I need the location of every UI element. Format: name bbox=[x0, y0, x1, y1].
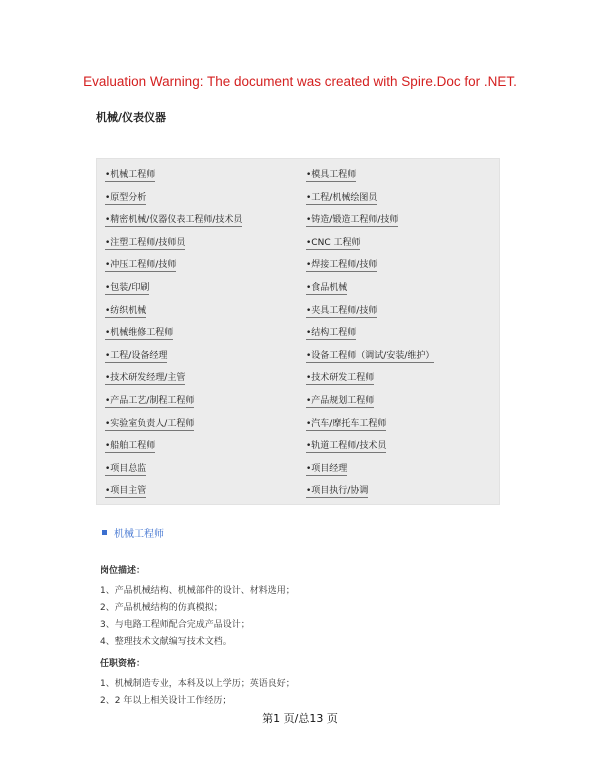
job-link-item[interactable]: •工程/机械绘图员 bbox=[306, 192, 378, 203]
job-column-left bbox=[105, 167, 242, 506]
job-link-item[interactable]: •轨道工程师/技术员 bbox=[306, 441, 387, 452]
job-link-item[interactable]: •项目总监 bbox=[105, 463, 147, 474]
qualifications-block bbox=[100, 656, 295, 710]
qualification-item: 2、2 年以上相关设计工作经历； bbox=[100, 696, 232, 706]
job-link-item[interactable]: •模具工程师 bbox=[306, 170, 357, 180]
job-link-item[interactable]: •产品工艺/制程工程师 bbox=[105, 395, 195, 406]
evaluation-warning: Evaluation Warning: The document was created with Spire.Doc for .NET. bbox=[83, 74, 517, 89]
job-link-item[interactable]: •船舶工程师 bbox=[105, 441, 156, 452]
qualifications-label: 任职资格： bbox=[100, 659, 146, 669]
job-link-item[interactable]: •技术研发经理/主管 bbox=[105, 373, 186, 384]
job-link-item[interactable]: •机械工程师 bbox=[105, 170, 156, 180]
page-footer: 第1 页/总13 页 bbox=[262, 712, 338, 725]
job-link-item[interactable]: •产品规划工程师 bbox=[306, 395, 375, 406]
job-link-item[interactable]: •食品机械 bbox=[306, 282, 348, 293]
job-link-item[interactable]: •包装/印刷 bbox=[105, 282, 150, 293]
job-link-item[interactable]: •焊接工程师/技师 bbox=[306, 260, 378, 271]
job-link-item[interactable]: •铸造/锻造工程师/技师 bbox=[306, 215, 399, 226]
job-link-item[interactable]: •实验室负责人/工程师 bbox=[105, 418, 195, 429]
subheader-label: 机械工程师 bbox=[114, 529, 164, 540]
duties-block bbox=[100, 563, 295, 651]
duty-item: 3、与电路工程师配合完成产品设计； bbox=[100, 620, 250, 630]
job-category-grid bbox=[96, 158, 500, 505]
job-subheader bbox=[102, 525, 164, 540]
job-link-item[interactable]: •结构工程师 bbox=[306, 328, 357, 339]
job-link-item[interactable]: •夹具工程师/技师 bbox=[306, 305, 378, 316]
job-link-item[interactable]: •原型分析 bbox=[105, 192, 147, 203]
job-link-item[interactable]: •项目执行/协调 bbox=[306, 486, 369, 497]
duty-item: 1、产品机械结构、机械部件的设计、材料选用； bbox=[100, 586, 295, 596]
job-link-item[interactable]: •工程/设备经理 bbox=[105, 350, 168, 361]
job-column-right bbox=[306, 167, 434, 506]
job-link-item[interactable]: •CNC 工程师 bbox=[306, 237, 361, 248]
duty-item: 2、产品机械结构的仿真模拟； bbox=[100, 603, 223, 613]
job-link-item[interactable]: •项目主管 bbox=[105, 486, 147, 497]
job-link-item[interactable]: •注塑工程师/技师员 bbox=[105, 237, 186, 248]
square-bullet-icon bbox=[102, 530, 107, 535]
job-link-item[interactable]: •冲压工程师/技师 bbox=[105, 260, 177, 271]
duties-label: 岗位描述： bbox=[100, 566, 146, 576]
job-link-item[interactable]: •项目经理 bbox=[306, 463, 348, 474]
job-link-item[interactable]: •汽车/摩托车工程师 bbox=[306, 418, 387, 429]
job-link-item[interactable]: •纺织机械 bbox=[105, 305, 147, 316]
job-link-item[interactable]: •设备工程师（调试/安装/维护） bbox=[306, 350, 435, 361]
qualification-item: 1、机械制造专业，本科及以上学历；英语良好； bbox=[100, 679, 295, 689]
job-link-item[interactable]: •机械维修工程师 bbox=[105, 328, 174, 339]
section-title: 机械/仪表仪器 bbox=[96, 111, 167, 124]
duty-item: 4、整理技术文献编写技术文档。 bbox=[100, 637, 232, 647]
job-link-item[interactable]: •精密机械/仪器仪表工程师/技术员 bbox=[105, 215, 243, 226]
job-link-item[interactable]: •技术研发工程师 bbox=[306, 373, 375, 384]
